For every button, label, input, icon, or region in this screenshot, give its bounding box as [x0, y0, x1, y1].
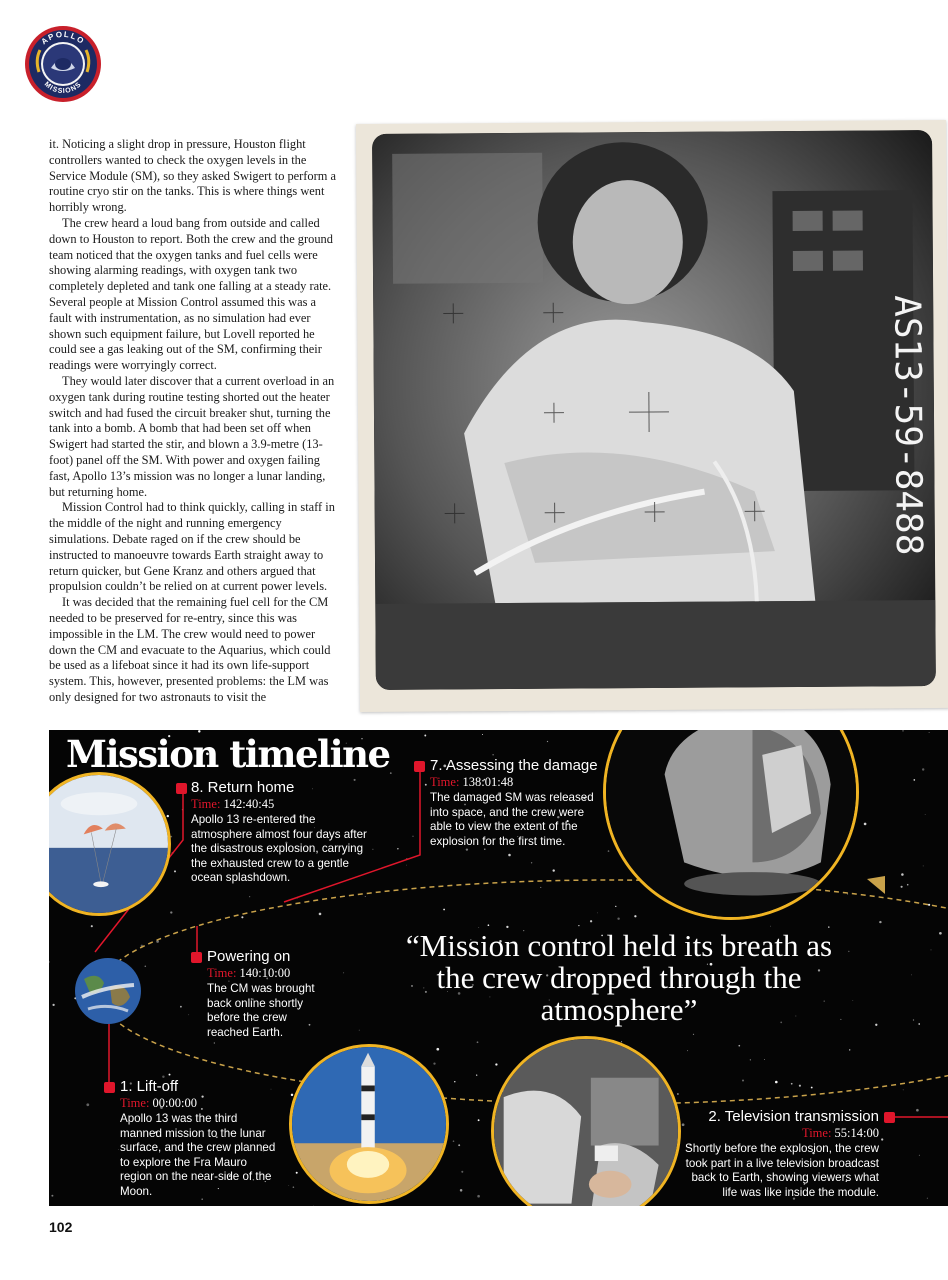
star: [488, 924, 490, 926]
star: [848, 951, 849, 952]
star: [922, 768, 924, 770]
star: [397, 848, 398, 849]
star: [180, 1006, 182, 1008]
star: [875, 1024, 877, 1026]
star: [453, 1140, 455, 1142]
star: [901, 873, 904, 876]
star: [49, 961, 50, 963]
star: [296, 1172, 298, 1174]
star: [495, 1063, 497, 1065]
star: [764, 1059, 765, 1060]
event-title: 2. Television transmission: [708, 1108, 879, 1125]
star: [214, 1042, 215, 1043]
event-title: 8. Return home: [191, 779, 295, 796]
star: [241, 916, 243, 918]
star: [881, 1138, 883, 1140]
star: [412, 836, 413, 837]
timeline-event-powering-on: [207, 948, 322, 1040]
star: [742, 1079, 744, 1081]
event-description: Shortly before the explosion, the crew took part in a live television broadcast back to Earth, showing viewers what life was like inside the module.: [685, 1142, 879, 1199]
star: [608, 850, 610, 852]
star: [531, 862, 532, 863]
star: [901, 886, 903, 888]
star: [343, 973, 344, 974]
star: [425, 784, 427, 786]
star: [840, 1019, 841, 1020]
star: [597, 913, 598, 914]
star: [390, 772, 392, 774]
star: [634, 915, 636, 917]
timeline-title: Mission timeline: [66, 732, 390, 776]
star: [118, 1149, 119, 1150]
time-value: 55:14:00: [834, 1126, 879, 1140]
page-number: 102: [49, 1219, 73, 1235]
star: [864, 823, 867, 826]
star: [902, 730, 903, 731]
timeline-marker: [104, 1082, 115, 1093]
astronaut-photo: [356, 120, 948, 712]
star: [687, 1050, 688, 1051]
time-value: 140:10:00: [239, 966, 291, 980]
star: [460, 1189, 463, 1192]
event-description: The CM was brought back online shortly before the crew reached Earth.: [207, 982, 315, 1039]
star: [791, 1083, 793, 1085]
star: [918, 1023, 920, 1025]
earth-image: [74, 957, 142, 1025]
timeline-marker: [884, 1112, 895, 1123]
timeline-marker: [414, 761, 425, 772]
event-time: [207, 966, 322, 981]
article-paragraph: Mission Control had to think quickly, calling in staff in the middle of the night and running emergency simulations. Debate raged on if the crew should be instructed to manoeuvre towards Earth straight away to return quicker, but Gene Kranz and others argued that propulsion couldn’t be relied on at current power levels.: [49, 500, 335, 594]
star: [476, 1075, 477, 1076]
star: [433, 1062, 435, 1064]
star: [849, 1049, 850, 1050]
star: [770, 926, 771, 927]
star: [775, 1081, 778, 1084]
star: [907, 884, 909, 886]
star: [677, 1093, 679, 1095]
star: [615, 906, 616, 907]
film-marking: AS13-59-8488: [886, 295, 929, 556]
star: [929, 732, 930, 733]
star: [750, 1059, 751, 1060]
event-time: [120, 1096, 280, 1111]
star: [617, 917, 619, 919]
star: [923, 865, 924, 866]
svg-text:APOLLO: [39, 30, 86, 47]
star: [590, 920, 592, 922]
star: [578, 925, 579, 926]
star: [461, 1171, 463, 1173]
rocket-launch-image: [289, 1044, 449, 1204]
pull-quote: “Mission control held its breath as the crew dropped through the atmosphere”: [405, 928, 833, 1027]
star: [293, 1186, 295, 1188]
star: [91, 925, 93, 927]
time-label: Time:: [120, 1096, 150, 1110]
time-label: Time:: [430, 775, 460, 789]
timeline-marker: [176, 783, 187, 794]
event-title: Powering on: [207, 948, 291, 965]
logo-bottom-text: MISSIONS: [42, 80, 84, 96]
star: [86, 1103, 89, 1106]
star: [852, 1000, 853, 1001]
star: [436, 1048, 439, 1051]
star: [553, 869, 555, 871]
star: [916, 1109, 919, 1112]
star: [454, 1081, 455, 1082]
logo-top-text: APOLLO: [39, 29, 87, 47]
event-time: [681, 1126, 879, 1141]
star: [170, 911, 172, 913]
star: [925, 814, 926, 815]
star: [927, 1198, 928, 1199]
star: [911, 975, 912, 976]
apollo-missions-logo: [22, 24, 104, 104]
star: [169, 1074, 171, 1076]
star: [477, 1041, 479, 1043]
star: [903, 1089, 904, 1090]
article-paragraph: The crew heard a loud bang from outside and called down to Houston to report. Both the crew and the ground team noticed that the oxygen tanks and fuel cells were showing alarming readings, with oxygen tank two completely depleted and tank one falling at a steady rate. Several people at Mission Control assumed this was a fault with instrumentation, as no simulation had ever shown such equipment failure, but Lovell reported he could see a gas leaking out of the SM, confirming their readings were worryingly correct.: [49, 215, 333, 373]
time-value: 142:40:45: [223, 797, 275, 811]
star: [919, 1155, 920, 1156]
article-body: [49, 137, 341, 706]
star: [167, 815, 169, 817]
star: [319, 913, 322, 916]
star: [508, 854, 511, 857]
timeline-event-lift-off: [120, 1078, 280, 1200]
article-paragraph: It was decided that the remaining fuel cell for the CM needed to be preserved for re-entry, since this was impossible in the LM. The crew would need to power down the CM and evacuate to the Aquarius, which could be used as a lifeboat since it had its own life-support system. This, however, presented problems: the LM was only designed for two astronauts to visit the: [49, 595, 331, 704]
star: [738, 1045, 740, 1047]
event-title: 7. Assessing the damage: [430, 757, 598, 774]
event-description: The damaged SM was released into space, and the crew were able to view the extent of the explosion for the first time.: [430, 791, 594, 848]
time-value: 138:01:48: [462, 775, 514, 789]
star: [424, 735, 426, 737]
timeline-event-return-home: [191, 779, 371, 886]
star: [477, 1195, 480, 1198]
star: [174, 870, 176, 872]
article-paragraph: They would later discover that a current overload in an oxygen tank during routine testing shorted out the heater switch and had fused the circuit breaker shut, turning the tank into a bomb. A bomb that had been set off when Swigert had started the stir, and blown a 3.9-metre (13-foot) panel off the SM. With power and oxygen failing fast, Apollo 13’s mission was no longer a lunar landing, but returning home.: [49, 373, 335, 499]
timeline-event-television-transmission: [681, 1108, 879, 1200]
star: [492, 754, 493, 755]
star: [693, 1034, 694, 1035]
star: [482, 734, 483, 735]
svg-text:MISSIONS: [43, 81, 83, 95]
star: [540, 887, 541, 888]
star: [188, 1014, 189, 1015]
star: [931, 950, 932, 951]
article-paragraph: it. Noticing a slight drop in pressure, Houston flight controllers wanted to check the oxygen levels in the Service Module (SM), so they asked Swigert to perform a routine cryo stir on the tanks. This is where things went horribly wrong.: [49, 137, 336, 215]
star: [52, 1004, 54, 1006]
star: [359, 1030, 360, 1031]
event-time: [191, 797, 371, 812]
star: [458, 1144, 460, 1146]
time-label: Time:: [191, 797, 221, 811]
star: [913, 1019, 914, 1020]
timeline-marker: [191, 952, 202, 963]
star: [939, 932, 942, 935]
event-description: Apollo 13 was the third manned mission to the lunar surface, and the crew planned to explore the Fra Mauro region on the near-side of the Moon.: [120, 1112, 276, 1198]
timeline-event-assessing-damage: [430, 757, 600, 849]
star: [443, 909, 445, 911]
star: [879, 921, 881, 923]
star: [249, 896, 250, 897]
star: [51, 1195, 53, 1197]
star: [928, 904, 930, 906]
star: [913, 779, 915, 781]
mission-timeline-panel: [49, 730, 948, 1206]
star: [811, 1087, 813, 1089]
event-title: 1. Lift-off: [120, 1078, 179, 1095]
time-label: Time:: [207, 966, 237, 980]
star: [313, 1205, 314, 1206]
star: [799, 1085, 801, 1087]
time-label: Time:: [802, 1126, 832, 1140]
star: [145, 966, 147, 968]
star: [547, 741, 548, 742]
star: [478, 1119, 480, 1121]
time-value: 00:00:00: [152, 1096, 197, 1110]
star: [288, 1185, 289, 1186]
star: [372, 849, 373, 850]
event-time: [430, 775, 600, 790]
event-description: Apollo 13 re-entered the atmosphere almost four days after the disastrous explosion, carrying the exhausted crew to a gentle ocean splashdown.: [191, 813, 367, 885]
star: [406, 865, 407, 866]
star: [365, 896, 366, 897]
